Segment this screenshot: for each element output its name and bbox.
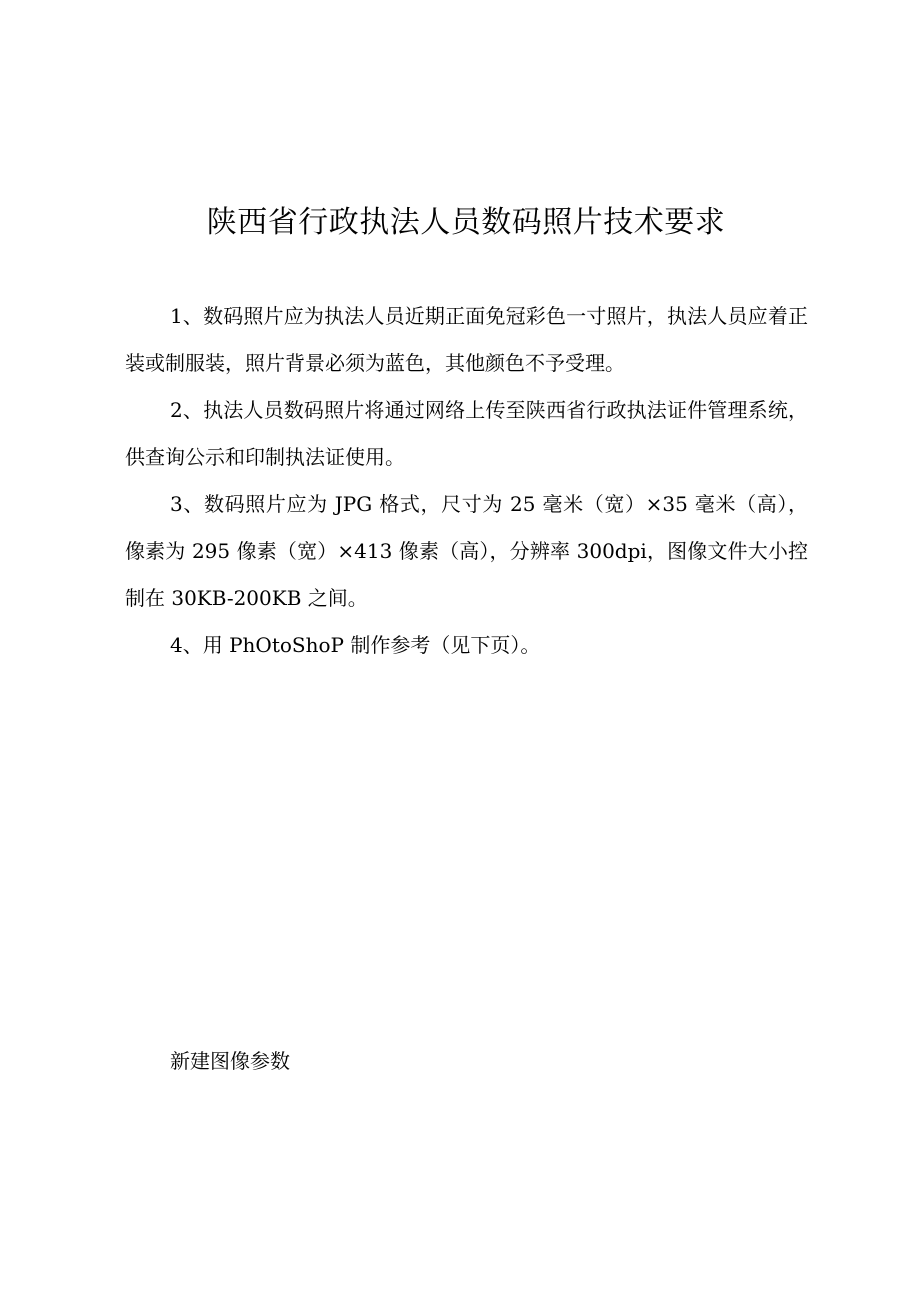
document-body	[125, 293, 808, 669]
paragraph-1: 1、数码照片应为执法人员近期正面免冠彩色一寸照片，执法人员应着正装或制服装，照片背景必须为蓝色，其他颜色不予受理。	[125, 304, 808, 375]
paragraph-4: 4、用 PhOtoShoP 制作参考（见下页）。	[170, 633, 541, 657]
paragraph-2: 2、执法人员数码照片将通过网络上传至陕西省行政执法证件管理系统，供查询公示和印制执法证使用。	[125, 398, 808, 469]
figure-caption: 新建图像参数	[170, 1049, 290, 1073]
paragraph-3: 3、数码照片应为 JPG 格式，尺寸为 25 毫米（宽）×35 毫米（高），像素为 295 像素（宽）×413 像素（高），分辨率 300dpi，图像文件大小控制在 30KB-200KB 之间。	[125, 492, 808, 610]
document-title: 陕西省行政执法人员数码照片技术要求	[206, 205, 726, 240]
